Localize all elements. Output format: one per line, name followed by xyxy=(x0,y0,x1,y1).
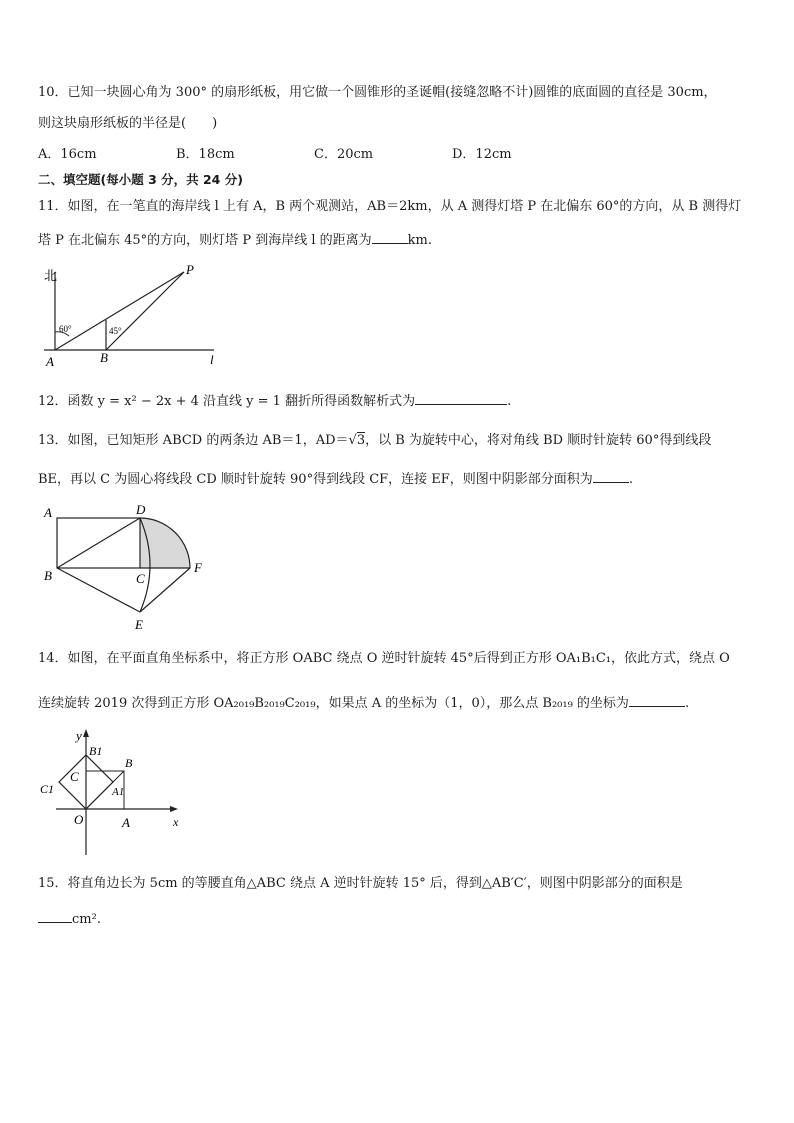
label-b: B xyxy=(100,350,108,365)
label-d: D xyxy=(136,502,146,517)
q12-line xyxy=(38,390,511,411)
q11-text: 塔 P 在北偏东 45°的方向，则灯塔 P 到海岸线 l 的距离为 xyxy=(38,233,372,248)
label-b1: B1 xyxy=(89,744,103,758)
q10-line1: 10．已知一块圆心角为 300° 的扇形纸板，用它做一个圆锥形的圣诞帽(接缝忽略不计)圆锥的底面圆的直径是 30cm， xyxy=(38,85,717,100)
q14-answer-blank[interactable] xyxy=(629,692,685,707)
q13-figure xyxy=(38,500,218,640)
label-c1: C1 xyxy=(40,782,55,796)
q10-line2: 则这块扇形纸板的半径是( ) xyxy=(38,116,218,131)
label-o: O xyxy=(74,812,84,827)
q12-period: . xyxy=(507,394,512,409)
label-c: C xyxy=(70,769,79,784)
label-e: E xyxy=(135,617,143,632)
q10-option-b: B．18cm xyxy=(176,147,235,162)
q11-line1: 11．如图，在一笔直的海岸线 l 上有 A，B 两个观测站，AB＝2km，从 A 测得灯塔 P 在北偏东 60°的方向，从 B 测得灯 xyxy=(38,199,742,214)
y-axis-arrow xyxy=(83,729,89,737)
diagonal-bd xyxy=(57,518,140,568)
q14-line1: 14．如图，在平面直角坐标系中，将正方形 OABC 绕点 O 逆时针旋转 45°后得到正方形 OA₁B₁C₁，依此方式，绕点 O xyxy=(38,651,730,666)
q13-answer-blank[interactable] xyxy=(593,468,629,483)
line-bp xyxy=(106,272,184,350)
section-fill-in-blank-heading: 二、填空题(每小题 3 分，共 24 分) xyxy=(38,172,243,187)
q13-text-a: 13．如图，已知矩形 ABCD 的两条边 AB＝1，AD＝ xyxy=(38,433,349,448)
q11-unit: km. xyxy=(407,233,432,248)
q15-line2 xyxy=(38,908,101,929)
q13-text-c: BE，再以 C 为圆心将线段 CD 顺时针旋转 90°得到线段 CF，连接 EF，则图中阴影部分面积为 xyxy=(38,472,593,487)
label-b: B xyxy=(125,756,133,770)
label-a: A xyxy=(122,815,130,830)
q10-option-c: C．20cm xyxy=(314,147,374,162)
label-f: F xyxy=(194,560,202,575)
q14-figure xyxy=(38,725,198,865)
q15-unit: cm². xyxy=(72,912,101,927)
q14-period: . xyxy=(684,696,690,711)
x-axis-arrow xyxy=(170,806,178,812)
q13-text-b: ，以 B 为旋转中心，将对角线 BD 顺时针旋转 60°得到线段 xyxy=(365,433,712,448)
label-a: A xyxy=(44,505,52,520)
q14-text: 连续旋转 2019 次得到正方形 OA₂₀₁₉B₂₀₁₉C₂₀₁₉，如果点 A 的坐标为（1，0），那么点 B₂₀₁₉ 的坐标为 xyxy=(38,696,629,711)
sqrt-radicand: 3 xyxy=(356,433,366,448)
q12-text: 12．函数 y = x² − 2x + 4 沿直线 y = 1 翻折所得函数解析式为 xyxy=(38,394,416,409)
label-a: A xyxy=(46,354,54,369)
north-label: 北 xyxy=(44,268,58,283)
segment-be xyxy=(57,568,140,612)
q11-answer-blank[interactable] xyxy=(372,229,408,244)
line-ap xyxy=(55,272,184,350)
angle-60-label: 60° xyxy=(59,324,72,334)
q12-answer-blank[interactable] xyxy=(415,390,507,405)
label-p: P xyxy=(186,262,194,277)
q15-answer-blank[interactable] xyxy=(38,908,72,923)
label-a1: A1 xyxy=(112,786,125,798)
q14-line2 xyxy=(38,692,689,713)
label-l: l xyxy=(210,352,214,367)
q13-line2 xyxy=(38,468,633,489)
label-y: y xyxy=(76,728,82,743)
label-c: C xyxy=(136,571,145,586)
q11-line2 xyxy=(38,229,432,250)
q13-line1 xyxy=(38,432,711,450)
q11-figure xyxy=(38,262,238,370)
sqrt-symbol: √ xyxy=(348,433,357,448)
q13-period: . xyxy=(628,472,633,487)
q10-option-a: A．16cm xyxy=(38,147,97,162)
q15-line1: 15．将直角边长为 5cm 的等腰直角△ABC 绕点 A 逆时针旋转 15° 后，得到△AB′C′，则图中阴影部分的面积是 xyxy=(38,876,683,891)
label-b: B xyxy=(44,568,52,583)
q10-option-d: D．12cm xyxy=(452,147,512,162)
angle-45-label: 45° xyxy=(109,326,122,336)
label-x: x xyxy=(173,815,179,829)
